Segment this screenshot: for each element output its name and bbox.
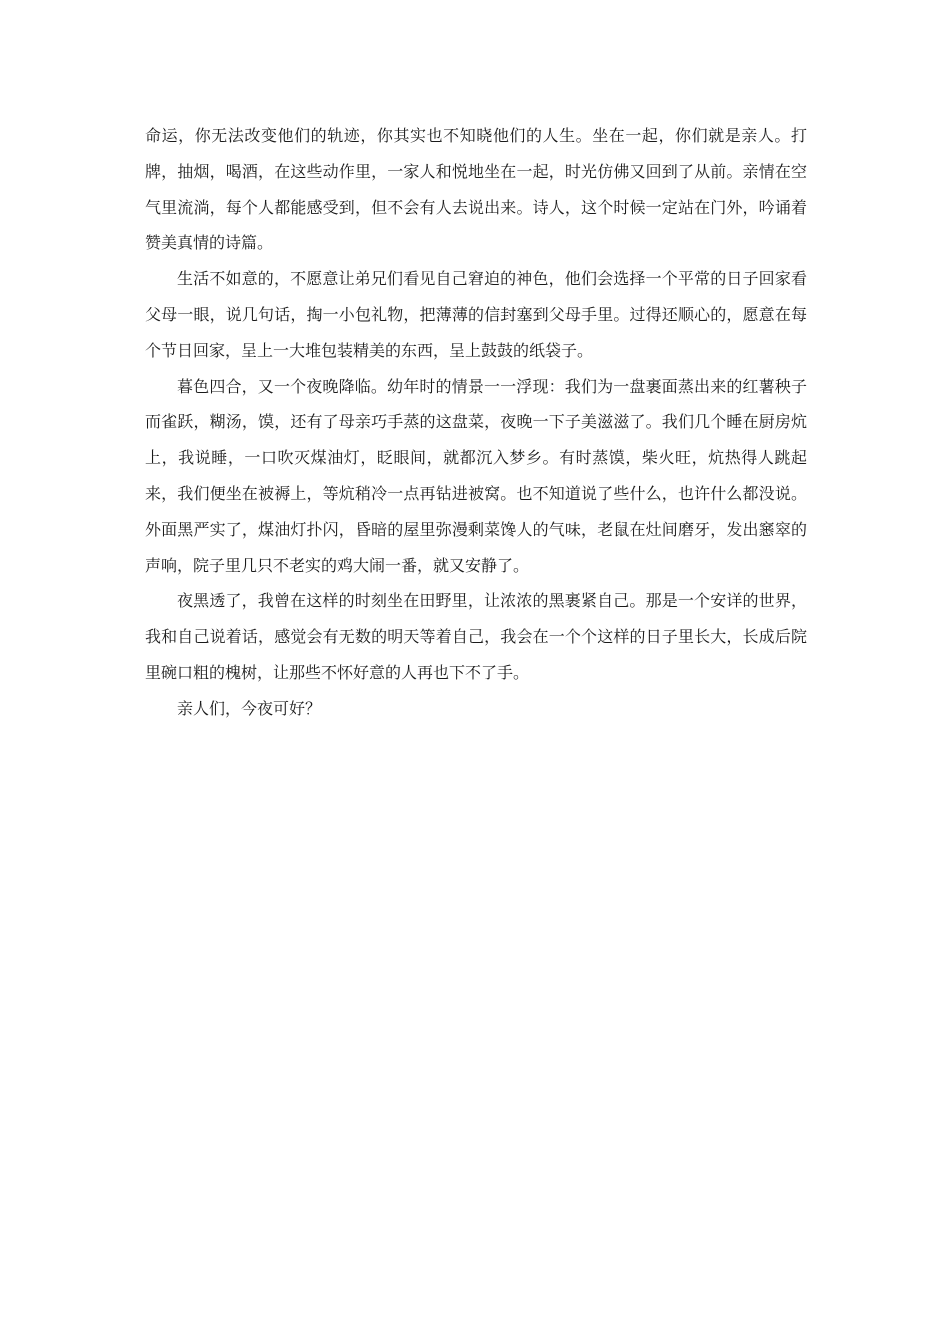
paragraph-brothers: 生活不如意的，不愿意让弟兄们看见自己窘迫的神色，他们会选择一个平常的日子回家看父母一眼，说几句话，掏一小包礼物，把薄薄的信封塞到父母手里。过得还顺心的，愿意在每个节日回家，呈上一大堆包装精美的东西，呈上鼓鼓的纸袋子。 (145, 269, 807, 360)
paragraph-night-fields: 夜黑透了，我曾在这样的时刻坐在田野里，让浓浓的黑裹紧自己。那是一个安详的世界，我和自己说着话，感觉会有无数的明天等着自己，我会在一个个这样的日子里长大，长成后院里碗口粗的槐树，让那些不怀好意的人再也下不了手。 (145, 591, 807, 682)
paragraph-continued: 命运，你无法改变他们的轨迹，你其实也不知晓他们的人生。坐在一起，你们就是亲人。打牌，抽烟，喝酒，在这些动作里，一家人和悦地坐在一起，时光仿佛又回到了从前。亲情在空气里流淌，每个人都能感受到，但不会有人去说出来。诗人，这个时候一定站在门外，吟诵着赞美真情的诗篇。 (145, 126, 807, 253)
article-body (145, 118, 807, 727)
paragraph-closing: 亲人们，今夜可好？ (177, 698, 322, 718)
paragraph-dusk-memories: 暮色四合，又一个夜晚降临。幼年时的情景一一浮现：我们为一盘裹面蒸出来的红薯秧子而雀跃，糊汤，馍，还有了母亲巧手蒸的这盘菜，夜晚一下子美滋滋了。我们几个睡在厨房炕上，我说睡，一口吹灭煤油灯，眨眼间，就都沉入梦乡。有时蒸馍，柴火旺，炕热得人跳起来，我们便坐在被褥上，等炕稍冷一点再钻进被窝。也不知道说了些什么，也许什么都没说。外面黑严实了，煤油灯扑闪，昏暗的屋里弥漫剩菜馋人的气味，老鼠在灶间磨牙，发出窸窣的声响，院子里几只不老实的鸡大闹一番，就又安静了。 (145, 376, 807, 575)
